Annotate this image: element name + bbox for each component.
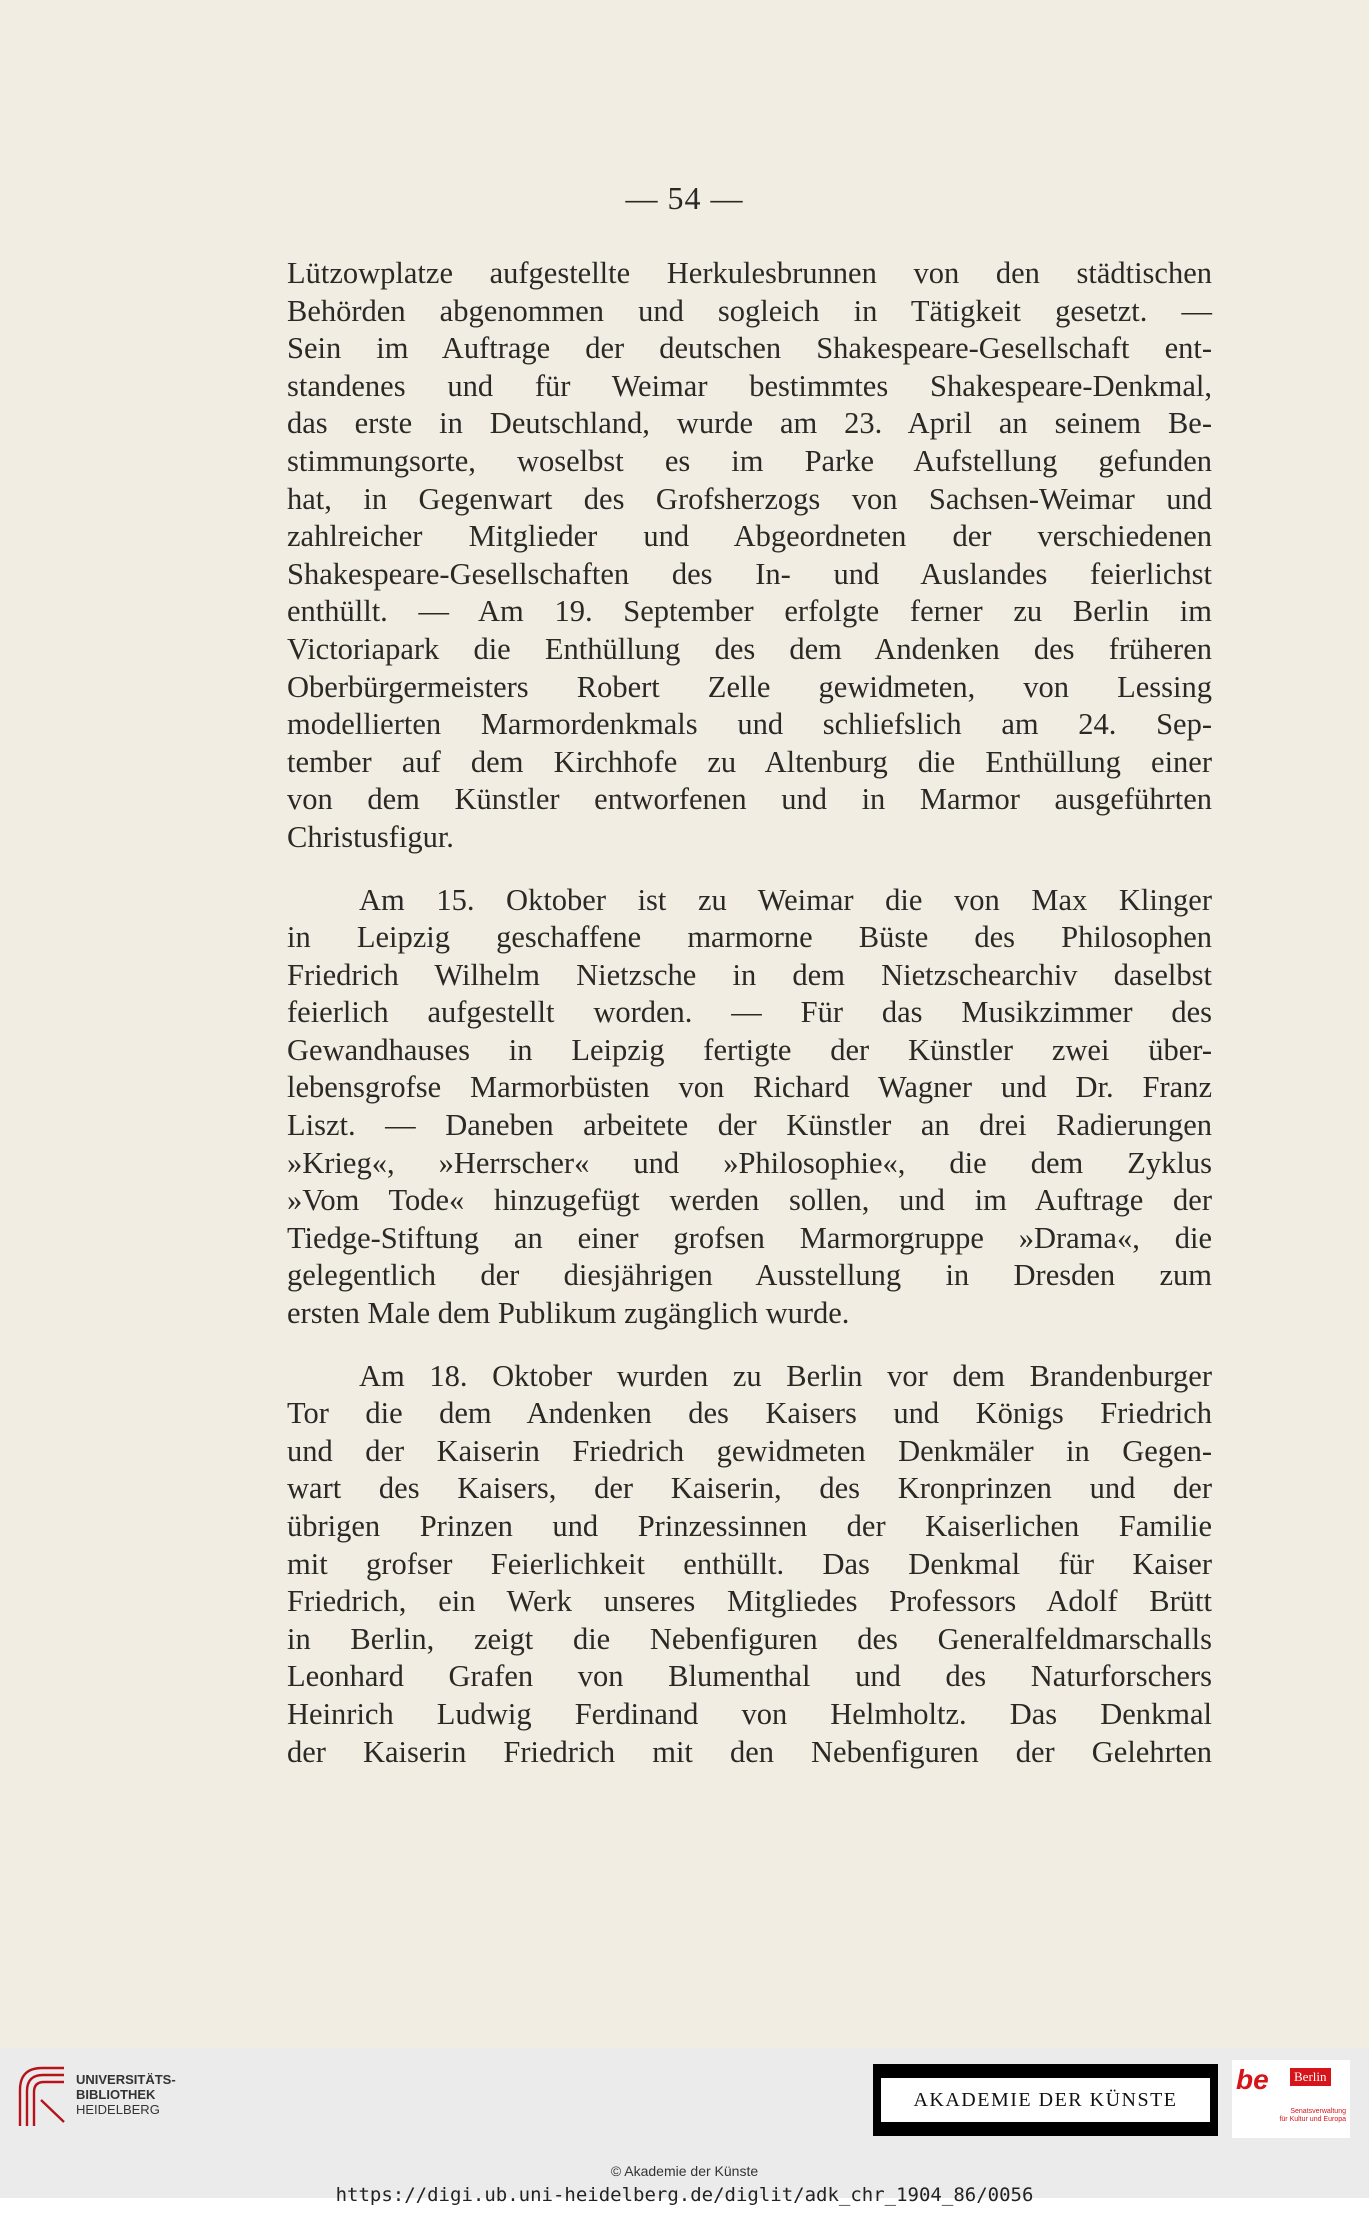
berlin-sub-line-1: Senatsverwaltung <box>1290 2108 1346 2115</box>
text-line: Gewandhauses in Leipzig fertigte der Künstler zwei über- <box>287 1032 1212 1067</box>
text-line: das erste in Deutschland, wurde am 23. April an seinem Be- <box>287 406 1212 441</box>
text-line: lebensgrofse Marmorbüsten von Richard Wagner und Dr. Franz <box>287 1070 1212 1105</box>
text-line: Am 18. Oktober wurden zu Berlin vor dem Brandenburger <box>359 1358 1212 1393</box>
text-line: stimmungsorte, woselbst es im Parke Aufstellung gefunden <box>287 443 1212 478</box>
berlin-be-mark: be <box>1236 2064 1269 2095</box>
paragraph <box>287 255 1212 857</box>
text-line: Leonhard Grafen von Blumenthal und des Naturforschers <box>287 1659 1212 1694</box>
text-line: und der Kaiserin Friedrich gewidmeten Denkmäler in Gegen- <box>287 1433 1212 1468</box>
university-library-name[interactable] <box>76 2072 176 2117</box>
akademie-logo[interactable] <box>873 2064 1218 2136</box>
text-line: Tor die dem Andenken des Kaisers und Königs Friedrich <box>287 1396 1212 1431</box>
text-line: Friedrich Wilhelm Nietzsche in dem Nietzschearchiv daselbst <box>287 957 1212 992</box>
berlin-sub-line-2: für Kultur und Europa <box>1279 2116 1346 2123</box>
text-line: ersten Male dem Publikum zugänglich wurde. <box>287 1296 850 1331</box>
text-line: tember auf dem Kirchhofe zu Altenburg die Enthüllung einer <box>287 744 1212 779</box>
page-number: — 54 — <box>625 180 744 216</box>
text-line: übrigen Prinzen und Prinzessinnen der Kaiserlichen Familie <box>287 1509 1212 1543</box>
text-line: hat, in Gegenwart des Grofsherzogs von Sachsen-Weimar und <box>287 481 1212 516</box>
akademie-logo-label: AKADEMIE DER KÜNSTE <box>881 2078 1210 2122</box>
text-line: »Vom Tode« hinzugefügt werden sollen, und im Auftrage der <box>287 1183 1212 1218</box>
text-line: der Kaiserin Friedrich mit den Nebenfiguren der Gelehrten <box>287 1734 1212 1769</box>
ub-name-line-3: HEIDELBERG <box>76 2102 160 2117</box>
text-line: Behörden abgenommen und sogleich in Tätigkeit gesetzt. — <box>287 293 1212 328</box>
ub-name-line-1: UNIVERSITÄTS- <box>76 2072 176 2087</box>
text-line: in Berlin, zeigt die Nebenfiguren des Generalfeldmarschalls <box>287 1621 1212 1656</box>
text-line: Sein im Auftrage der deutschen Shakespeare-Gesellschaft ent- <box>287 331 1212 366</box>
berlin-senate-subtitle <box>1279 2108 1346 2124</box>
text-line: zahlreicher Mitglieder und Abgeordneten der verschiedenen <box>287 519 1212 554</box>
berlin-tag: Berlin <box>1290 2068 1331 2086</box>
text-line: wart des Kaisers, der Kaiserin, des Kronprinzen und der <box>287 1471 1212 1506</box>
text-line: standenes und für Weimar bestimmtes Shakespeare-Denkmal, <box>287 368 1212 403</box>
text-line: enthüllt. — Am 19. September erfolgte ferner zu Berlin im <box>287 594 1212 629</box>
text-line: Christusfigur. <box>287 819 454 854</box>
text-line: Tiedge-Stiftung an einer grofsen Marmorgruppe »Drama«, die <box>287 1220 1212 1255</box>
text-line: Oberbürgermeisters Robert Zelle gewidmeten, von Lessing <box>287 669 1212 704</box>
ub-name-line-2: BIBLIOTHEK <box>76 2087 156 2102</box>
permalink-url[interactable]: https://digi.ub.uni-heidelberg.de/diglit/adk_chr_1904_86/0056 <box>335 2184 1034 2206</box>
text-line: Shakespeare-Gesellschaften des In- und Auslandes feierlichst <box>287 556 1212 591</box>
berlin-senate-logo[interactable] <box>1232 2060 1350 2138</box>
body-text <box>287 255 1212 1771</box>
text-line: in Leipzig geschaffene marmorne Büste des Philosophen <box>287 920 1212 955</box>
paragraph <box>287 882 1212 1333</box>
text-line: von dem Künstler entworfenen und in Marmor ausgeführten <box>287 782 1212 817</box>
text-line: feierlich aufgestellt worden. — Für das Musikzimmer des <box>287 995 1212 1030</box>
text-line: gelegentlich der diesjährigen Ausstellung in Dresden zum <box>287 1258 1212 1293</box>
text-line: Am 15. Oktober ist zu Weimar die von Max Klinger <box>359 882 1212 917</box>
text-line: modellierten Marmordenkmals und schliefslich am 24. Sep- <box>287 707 1212 742</box>
text-line: Lützowplatze aufgestellte Herkulesbrunnen von den städtischen <box>287 256 1212 290</box>
text-line: mit grofser Feierlichkeit enthüllt. Das Denkmal für Kaiser <box>287 1546 1212 1581</box>
text-line: Liszt. — Daneben arbeitete der Künstler an drei Radierungen <box>287 1108 1212 1143</box>
copyright-notice: © Akademie der Künste <box>610 2163 759 2179</box>
text-line: Friedrich, ein Werk unseres Mitgliedes Professors Adolf Brütt <box>287 1584 1212 1619</box>
university-library-logo-icon[interactable] <box>12 2060 68 2130</box>
text-line: »Krieg«, »Herrscher« und »Philosophie«, die dem Zyklus <box>287 1145 1212 1180</box>
text-line: Victoriapark die Enthüllung des dem Andenken des früheren <box>287 631 1212 666</box>
text-line: Heinrich Ludwig Ferdinand von Helmholtz. Das Denkmal <box>287 1696 1212 1731</box>
paragraph <box>287 1358 1212 1772</box>
